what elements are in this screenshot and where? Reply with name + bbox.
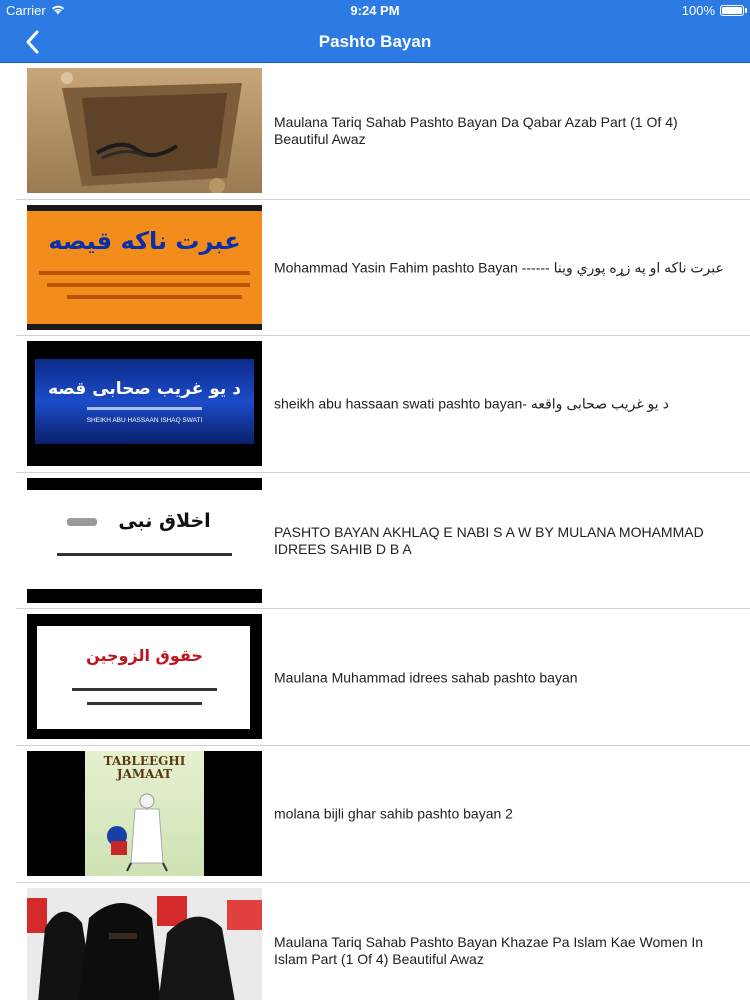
page-title: Pashto Bayan (318, 32, 432, 51)
list-item[interactable] (0, 609, 750, 746)
list-item[interactable] (0, 336, 750, 473)
item-title: molana bijli ghar sahib pashto bayan 2 (274, 805, 513, 822)
status-time: 9:24 PM (350, 3, 400, 18)
list-item[interactable] (0, 746, 750, 883)
list-item[interactable] (0, 883, 750, 1000)
battery-icon (720, 5, 744, 16)
huqooq-thumbnail (27, 614, 262, 739)
grave-thumbnail (27, 68, 262, 193)
video-list[interactable] (0, 63, 750, 1000)
thumb-heading: TABLEEGHI JAMAAT (103, 753, 186, 781)
navigation-bar (0, 22, 750, 62)
carrier-label: Carrier (6, 3, 46, 18)
thumb-heading: عبرت ناکه قیصه (48, 226, 241, 255)
thumb-heading: حقوق الزوجین (86, 646, 203, 666)
blue-thumbnail (27, 341, 262, 466)
battery-percent: 100% (681, 3, 715, 18)
item-title: PASHTO BAYAN AKHLAQ E NABI S A W BY MULANA MOHAMMAD IDREES SAHIB D B A (274, 524, 704, 558)
item-title: Mohammad Yasin Fahim pashto Bayan ------ عبرت ناکه او په زړه پوري وينا (274, 259, 724, 276)
list-item[interactable] (0, 200, 750, 337)
tableeghi-thumbnail (27, 751, 262, 876)
status-bar (0, 0, 750, 22)
thumb-heading: اخلاق نبی (118, 509, 211, 532)
item-title: sheikh abu hassaan swati pashto bayan- د يو غريب صحابی واقعه (274, 395, 669, 412)
list-item[interactable] (0, 63, 750, 200)
orange-thumbnail (27, 205, 262, 330)
women-thumbnail (27, 888, 262, 1000)
thumb-subtitle: SHEIKH ABU HASSAAN ISHAQ SWATI (86, 417, 203, 425)
item-title: Maulana Muhammad idrees sahab pashto bayan (274, 669, 578, 686)
list-item[interactable] (0, 473, 750, 610)
status-right (682, 3, 744, 18)
item-title: Maulana Tariq Sahab Pashto Bayan Khazae Pa Islam Kae Women In Islam Part (1 Of 4) Beautiful Awaz (274, 933, 704, 967)
item-title: Maulana Tariq Sahab Pashto Bayan Da Qabar Azab Part (1 Of 4) Beautiful Awaz (274, 114, 678, 148)
thumb-heading: د یو غریب صحابی قصه (48, 379, 241, 400)
akhlaq-thumbnail (27, 478, 262, 603)
